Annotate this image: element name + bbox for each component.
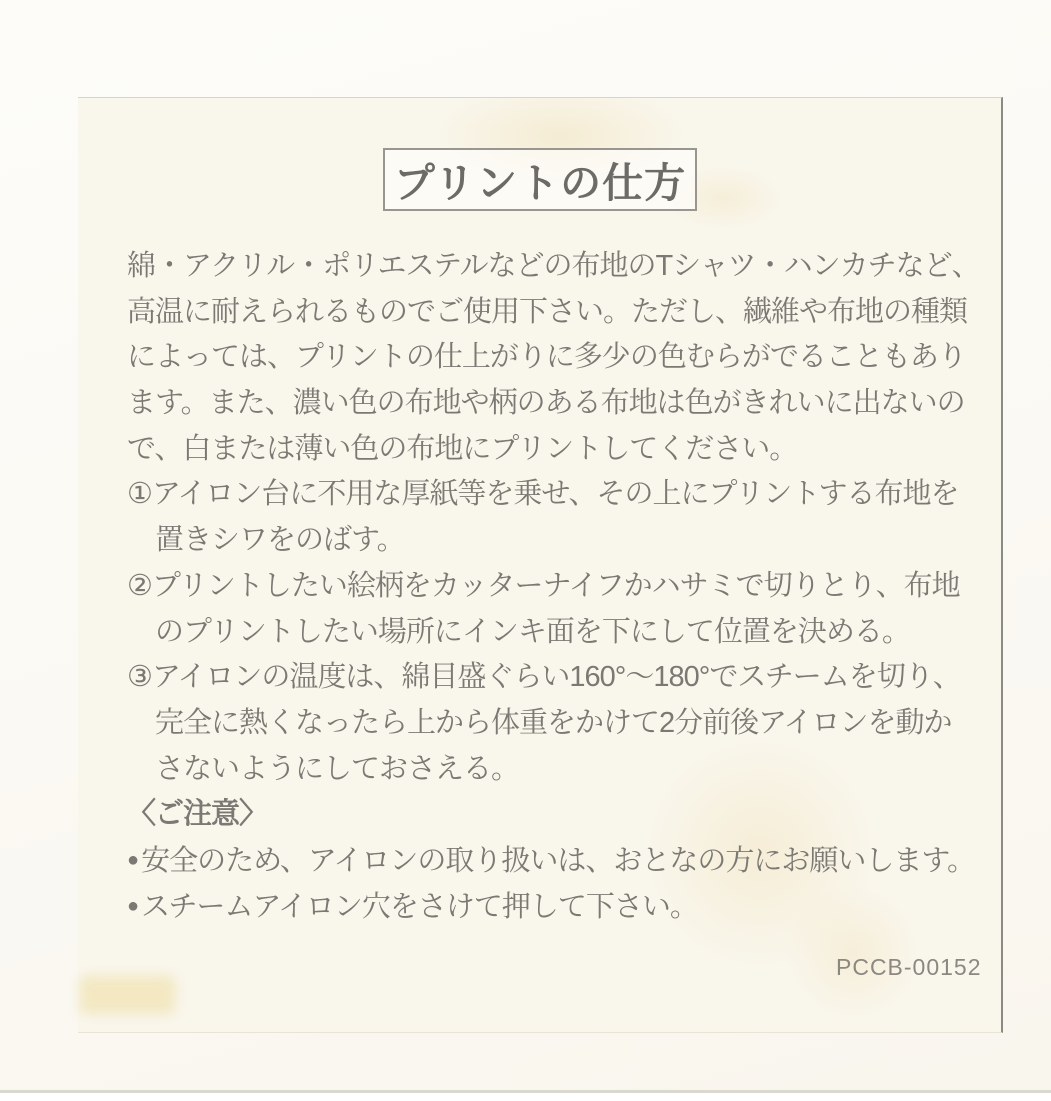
show-through-stain [80, 976, 175, 1014]
notice-text: 安全のため、アイロンの取り扱いは、おとなの方にお願いします。 [141, 844, 976, 877]
intro-line: 綿・アクリル・ポリエステルなどの布地のTシャツ・ハンカチなど、 [127, 250, 980, 282]
title-box [383, 148, 697, 211]
bullet-icon: ● [127, 894, 139, 917]
step-item-1 [127, 472, 980, 518]
step-text: さないようにしておさえる。 [155, 752, 520, 785]
intro-line: ます。また、濃い色の布地や柄のある布地は色がきれいに出ないの [127, 387, 965, 420]
step-item-2 [127, 564, 980, 610]
intro-line: によっては、プリントの仕上がりに多少の色むらがでることもあり [127, 341, 966, 374]
intro-line: で、白または薄い色の布地にプリントしてください。 [127, 432, 798, 465]
body-text [127, 244, 980, 929]
paper-sheet [78, 97, 1003, 1033]
notice-text: スチームアイロン穴をさけて押して下さい。 [141, 890, 698, 923]
step-text: 置きシワをのばす。 [155, 524, 405, 557]
scan-edge-margin [0, 1093, 1051, 1101]
step-text: アイロンの温度は、綿目盛ぐらい160°〜180°でスチームを切り、 [152, 661, 961, 694]
page-title: プリントの仕方 [393, 160, 687, 206]
catalog-number: PCCB-00152 [836, 954, 982, 980]
step-number-icon: ② [127, 569, 152, 602]
notice-item [127, 884, 980, 930]
step-number-icon: ① [127, 478, 152, 511]
intro-line: 高温に耐えられるものでご使用下さい。ただし、繊維や布地の種類 [127, 295, 968, 328]
step-text: プリントしたい絵柄をカッターナイフかハサミで切りとり、布地 [152, 569, 960, 602]
step-item-3 [127, 655, 980, 701]
step-number-icon: ③ [127, 661, 152, 694]
step-text: 完全に熱くなったら上から体重をかけて2分前後アイロンを動か [155, 706, 952, 739]
step-text: アイロン台に不用な厚紙等を乗せ、その上にプリントする布地を [152, 478, 959, 511]
notice-heading: 〈ご注意〉 [127, 798, 268, 831]
notice-item [127, 838, 980, 884]
bullet-icon: ● [127, 848, 139, 871]
step-text: のプリントしたい場所にインキ面を下にして位置を決める。 [155, 615, 910, 648]
